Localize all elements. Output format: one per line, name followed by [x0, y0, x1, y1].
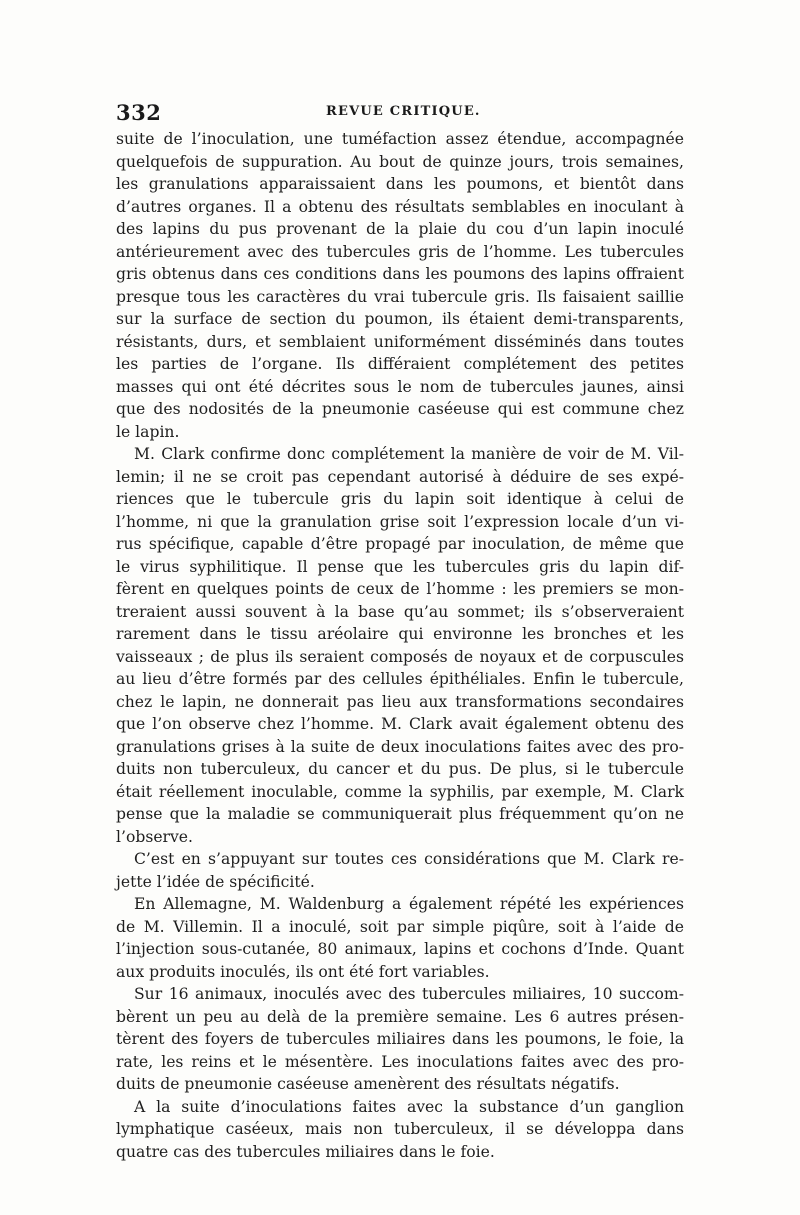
text-line: antérieurement avec des tubercules gris de l’homme. Les tubercules — [116, 242, 684, 261]
text-line: rarement dans le tissu aréolaire qui environne les bronches et les — [116, 625, 684, 643]
running-title: REVUE CRITIQUE. — [326, 104, 481, 119]
paragraph — [116, 443, 684, 848]
text-line: masses qui ont été décrites sous le nom de tubercules jaunes, ainsi — [116, 377, 684, 396]
text-line: de M. Villemin. Il a inoculé, soit par simple piqûre, soit à l’aide de — [116, 917, 684, 936]
paragraph — [116, 983, 684, 1096]
text-line: riences que le tubercule gris du lapin soit identique à celui de — [116, 490, 684, 508]
text-line: le lapin. — [116, 422, 180, 441]
text-line: des lapins du pus provenant de la plaie du cou d’un lapin inoculé — [116, 220, 684, 238]
text-line: M. Clark confirme donc complétement la manière de voir de M. Vil- — [134, 445, 684, 463]
text-line: que l’on observe chez l’homme. M. Clark avait également obtenu des — [116, 715, 684, 733]
text-line: rus spécifique, capable d’être propagé par inoculation, de même que — [116, 535, 684, 553]
running-header — [116, 100, 686, 126]
text-line: au lieu d’être formés par des cellules épithéliales. Enfin le tubercule, — [116, 670, 684, 688]
text-line: A la suite d’inoculations faites avec la substance d’un ganglion — [134, 1097, 684, 1116]
text-line: les granulations apparaissaient dans les poumons, et bientôt dans — [116, 175, 684, 193]
body-text — [116, 128, 684, 1163]
paragraph — [116, 848, 684, 893]
text-line: tèrent des foyers de tubercules miliaires dans les poumons, le foie, la — [116, 1030, 684, 1048]
text-line: vaisseaux ; de plus ils seraient composés de noyaux et de corpuscules — [116, 647, 684, 666]
text-line: l’homme, ni que la granulation grise soit l’expression locale d’un vi- — [116, 512, 684, 531]
text-line: chez le lapin, ne donnerait pas lieu aux transformations secondaires — [116, 692, 684, 711]
text-line: C’est en s’appuyant sur toutes ces considérations que M. Clark re- — [134, 850, 684, 868]
text-line: que des nodosités de la pneumonie caséeuse qui est commune chez — [116, 400, 684, 418]
text-line: duits de pneumonie caséeuse amenèrent des résultats négatifs. — [116, 1075, 620, 1093]
page-number: 332 — [116, 100, 162, 125]
paragraph — [116, 1096, 684, 1164]
text-line: le virus syphilitique. Il pense que les tubercules gris du lapin dif- — [116, 557, 684, 576]
text-line: sur la surface de section du poumon, ils étaient demi-transparents, — [116, 310, 684, 328]
paragraph — [116, 893, 684, 983]
text-line: rate, les reins et le mésentère. Les inoculations faites avec des pro- — [116, 1052, 684, 1071]
text-line: Sur 16 animaux, inoculés avec des tubercules miliaires, 10 succom- — [134, 985, 684, 1003]
text-line: lemin; il ne se croit pas cependant autorisé à déduire de ses expé- — [116, 467, 684, 486]
text-line: les parties de l’organe. Ils différaient complétement des petites — [116, 355, 684, 373]
text-line: quatre cas des tubercules miliaires dans le foie. — [116, 1142, 495, 1161]
text-line: était réellement inoculable, comme la syphilis, par exemple, M. Clark — [116, 782, 684, 801]
text-line: pense que la maladie se communiquerait plus fréquemment qu’on ne — [116, 805, 684, 823]
text-line: duits non tuberculeux, du cancer et du pus. De plus, si le tubercule — [116, 760, 684, 778]
text-line: l’observe. — [116, 827, 193, 846]
text-line: d’autres organes. Il a obtenu des résultats semblables en inoculant à — [116, 197, 684, 216]
text-line: treraient aussi souvent à la base qu’au sommet; ils s’observeraient — [116, 602, 684, 621]
text-line: jette l’idée de spécificité. — [116, 872, 315, 891]
text-line: gris obtenus dans ces conditions dans les poumons des lapins offraient — [116, 265, 684, 283]
text-line: suite de l’inoculation, une tuméfaction assez étendue, accompagnée — [116, 130, 684, 148]
text-line: quelquefois de suppuration. Au bout de quinze jours, trois semaines, — [116, 152, 684, 171]
text-line: aux produits inoculés, ils ont été fort variables. — [116, 962, 490, 981]
text-line: En Allemagne, M. Waldenburg a également répété les expériences — [134, 895, 684, 913]
text-line: résistants, durs, et semblaient uniformément disséminés dans toutes — [116, 332, 684, 351]
text-line: lymphatique caséeux, mais non tuberculeux, il se développa dans — [116, 1120, 684, 1138]
paragraph — [116, 128, 684, 443]
text-line: granulations grises à la suite de deux inoculations faites avec des pro- — [116, 737, 684, 756]
text-line: fèrent en quelques points de ceux de l’homme : les premiers se mon- — [116, 580, 684, 598]
text-line: l’injection sous-cutanée, 80 animaux, lapins et cochons d’Inde. Quant — [116, 940, 684, 958]
text-line: presque tous les caractères du vrai tubercule gris. Ils faisaient saillie — [116, 287, 684, 306]
text-line: bèrent un peu au delà de la première semaine. Les 6 autres présen- — [116, 1007, 684, 1026]
